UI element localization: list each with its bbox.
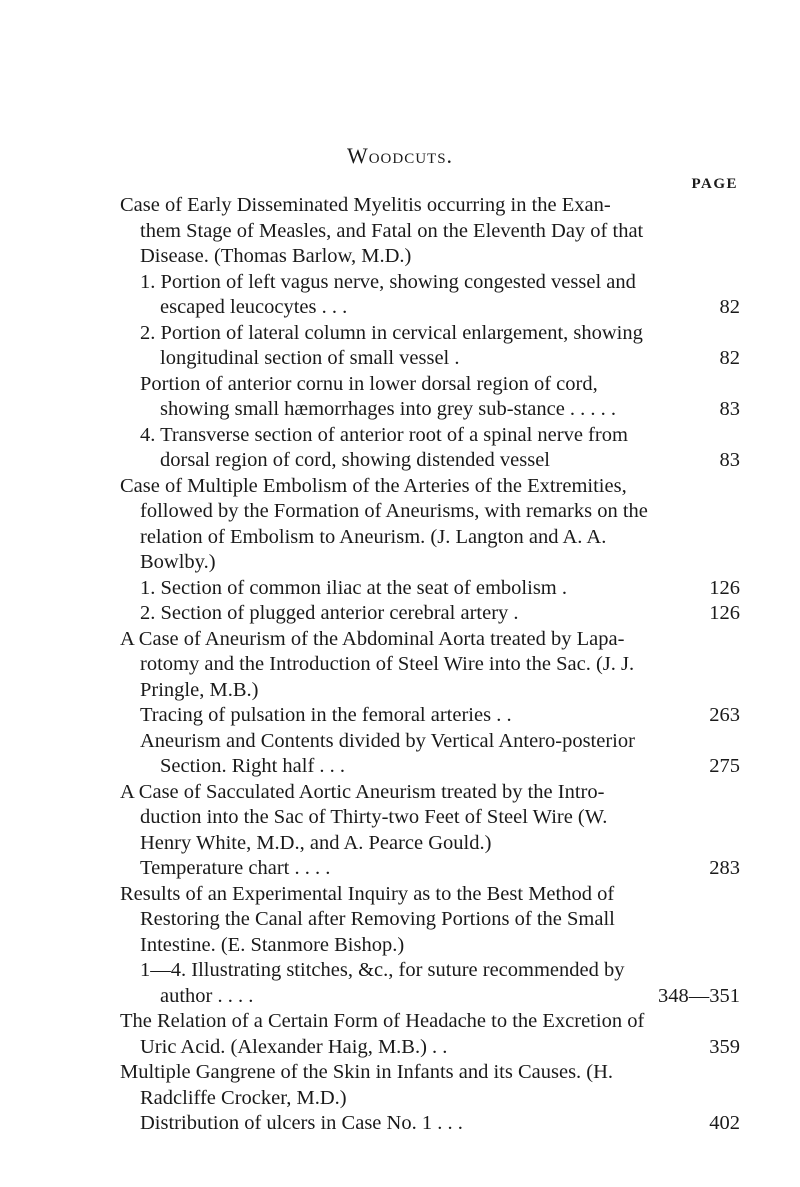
entry-text: Case of Early Disseminated Myelitis occurring in the Exan-them Stage of Measles, and Fatal on the Eleventh Day of that Disease. (Thomas Barlow, M.D.): [120, 194, 644, 267]
list-item: [120, 1111, 740, 1137]
entry-text: Distribution of ulcers in Case No. 1 . . .: [140, 1112, 463, 1134]
list-item: [120, 882, 740, 959]
list-item: [120, 372, 740, 423]
entry-text: 1—4. Illustrating stitches, &c., for suture recommended by author . . . .: [140, 959, 625, 1007]
list-item: [120, 958, 740, 1009]
list-item: [120, 474, 740, 576]
page-title: Woodcuts.: [346, 143, 454, 168]
entry-text: A Case of Sacculated Aortic Aneurism treated by the Intro-duction into the Sac of Thirty-two Feet of Steel Wire (W. Henry White, M.D., and A. Pearce Gould.): [120, 780, 608, 854]
entry-text: 1. Section of common iliac at the seat of embolism .: [140, 576, 567, 599]
list-item: [120, 576, 740, 602]
entry-text: 2. Portion of lateral column in cervical enlargement, showing longitudinal section of small vessel .: [140, 321, 643, 369]
list-item: [120, 703, 740, 729]
page-column-label: PAGE: [691, 176, 738, 192]
entry-page: 283: [709, 857, 740, 879]
entry-text: 1. Portion of left vagus nerve, showing congested vessel and escaped leucocytes . . .: [140, 270, 636, 318]
list-item: [120, 1060, 740, 1111]
entry-text: Temperature chart . . . .: [140, 857, 331, 879]
entry-text: A Case of Aneurism of the Abdominal Aorta treated by Lapa-rotomy and the Introduction of Steel Wire into the Sac. (J. J. Pringle, M.B.): [120, 627, 635, 701]
entry-text: Tracing of pulsation in the femoral arteries . .: [140, 704, 512, 726]
entry-page: 83: [719, 398, 740, 420]
entry-text: Results of an Experimental Inquiry as to the Best Method of Restoring the Canal after Removing Portions of the Small Intestine. (E. Stanmore Bishop.): [120, 882, 615, 956]
entry-page: 275: [709, 755, 740, 777]
entry-page: 263: [709, 704, 740, 726]
entry-page: 82: [719, 347, 740, 369]
entry-text: Portion of anterior cornu in lower dorsal region of cord, showing small hæmorrhages into grey sub-stance . . . . .: [140, 372, 617, 420]
list-item: [120, 856, 740, 882]
entry-text: Aneurism and Contents divided by Vertical Antero-posterior Section. Right half . . .: [140, 729, 635, 777]
list-item: [120, 423, 740, 474]
entry-page: 348—351: [658, 984, 740, 1007]
contents-list: [120, 193, 740, 1137]
entry-text: 2. Section of plugged anterior cerebral artery .: [140, 602, 519, 624]
entry-page: 126: [709, 576, 740, 599]
list-item: [120, 601, 740, 627]
entry-text: 4. Transverse section of anterior root of a spinal nerve from dorsal region of cord, showing distended vessel: [140, 423, 628, 471]
entry-text: Multiple Gangrene of the Skin in Infants and its Causes. (H. Radcliffe Crocker, M.D.): [120, 1061, 614, 1109]
entry-page: 82: [719, 296, 740, 318]
list-item: [120, 729, 740, 780]
entry-text: The Relation of a Certain Form of Headache to the Excretion of Uric Acid. (Alexander Haig, M.B.) . .: [120, 1010, 645, 1058]
list-item: [120, 1009, 740, 1060]
entry-page: 83: [719, 449, 740, 471]
list-item: [120, 321, 740, 372]
list-item: [120, 627, 740, 704]
entry-page: 126: [709, 602, 740, 624]
list-item: [120, 270, 740, 321]
entry-page: 359: [709, 1035, 740, 1058]
list-item: [120, 780, 740, 857]
entry-page: 402: [709, 1112, 740, 1134]
entry-text: Case of Multiple Embolism of the Arteries of the Extremities, followed by the Formation of Aneurisms, with remarks on the relation of Embolism to Aneurism. (J. Langton and A. A. Bowlby.): [120, 474, 648, 573]
list-item: [120, 193, 740, 270]
